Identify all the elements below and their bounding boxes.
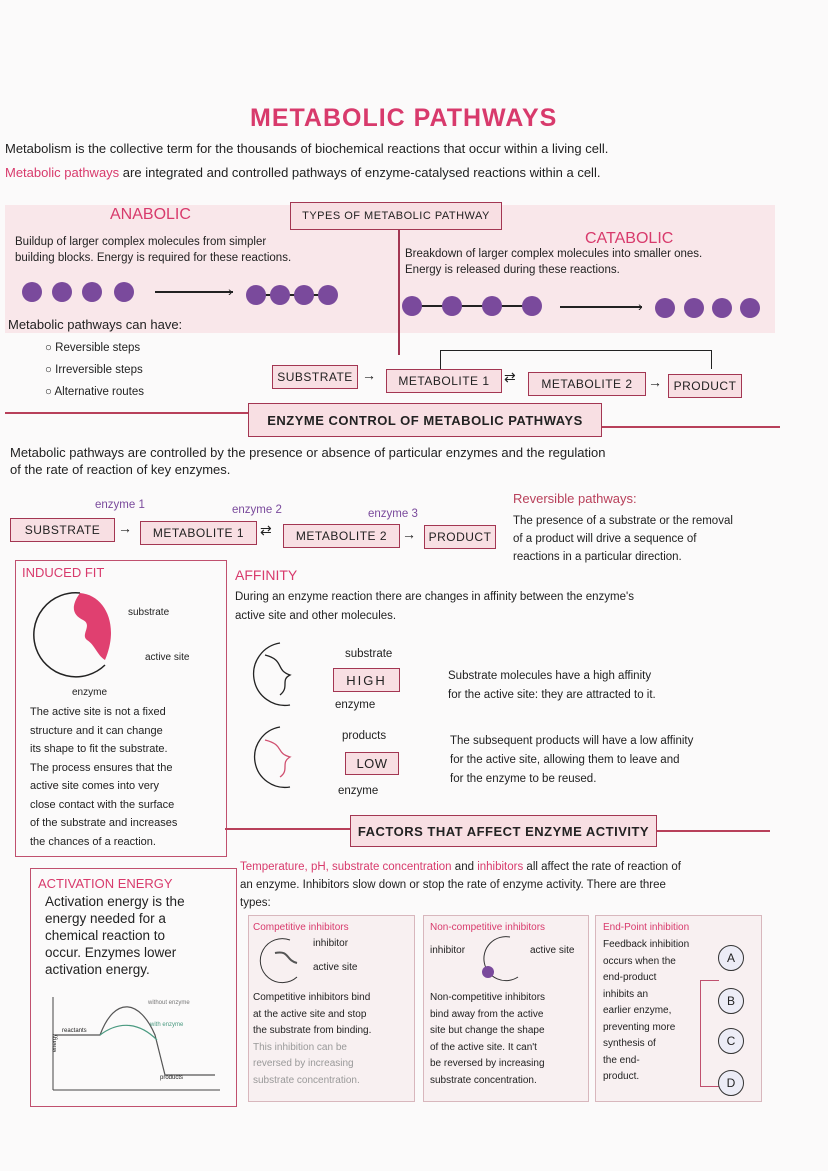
activation-title: ACTIVATION ENERGY <box>38 876 173 891</box>
pathway-node: C <box>718 1028 744 1054</box>
enzyme-label: enzyme <box>338 785 379 797</box>
induced-fit-text: The active site is not a fixed structure and it can change its shape to fit the substrate. The process ensures that the active site comes into very close contact with the surface of the substrate and increases the chances of a reaction. <box>30 706 178 848</box>
enzyme-label: enzyme 2 <box>232 504 282 516</box>
notes-page: METABOLIC PATHWAYS Metabolism is the collective term for the thousands of biochemical reactions that occur within a living cell. Metabolic pathways are integrated and controlled pathways of enzyme-catalysed reactions within a cell. TYPES OF METABOLIC PATHWAY ANABOLIC CATABOLIC Buildup of larger complex molecules from simpler building blocks. Energy is required for these reactions. Breakdown of larger complex molecules into smaller ones. Energy is released during these reactions. › › Metabolic pathways can have: ○ Reversible steps ○ Irreversible steps ○ Alternative routes SUBSTRATE → METABOLITE 1 ⇄ METABOLITE 2 → PRODUCT ENZYME CONTROL OF METABOLIC PATHWAYS Metabolic pathways are controlled by the presence or absence of particular enzymes and the regulation of the rate of reaction of key enzymes. enzyme 1 enzyme 2 enzyme 3 SUBSTRATE → METABOLITE 1 ⇄ METABOLITE 2 → PRODUCT Reversible pathways: The presence of a substrate or the removal of a product will drive a sequence of reactions in a particular direction. INDUCED FIT substrate active site enzyme The active site is not a fixed structure and it can change its shape to fit the substrate. The process ensures that the active site comes into very close contact with the surface of the substrate and increases the chances of a reaction. AFFINITY During an enzyme reaction there are changes in affinity between the enzyme's active site and other molecules. substrate HIGH enzyme products LOW enzyme Substrate molecules have a high affinity for the active site: they are attracted to it. The subsequent products will have a low affinity for the active site, allowing them to leave and for the enzyme to be reused. FACTORS THAT AFFECT ENZYME ACTIVITY Temperature, pH, substrate concentration and inhibitors all affect the rate of reaction of an enzyme. Inhibitors slow down or stop the rate of enzyme activity. There are three types: ACTIVATION ENERGY Activation energy is the energy needed for a chemical reaction to occur. Enzymes lower activation energy. reactants products energy without enzyme with enzyme Competitive inhibitors inhibitor active site Competitive inhibitors bind at the active site and stop the substrate from binding. This inhibition can be reversed by increasing substrate concentration. Non-competitive inhibitors inhibitor active site Non-competitive inhibitors bind away from the active site but change the shape of the active site. It can't be reversed by increasing substrate concentration. End-Point inhibition Feedback inhibition occurs when the end-product inhibits an earlier enzyme, preventing more synthesis of the end- product. A B C D <box>0 0 828 1171</box>
low-badge: LOW <box>345 752 399 775</box>
factors-text: Temperature, pH, substrate concentration and inhibitors all affect the rate of reaction of an enzyme. Inhibitors slow down or stop the rate of enzyme activity. There are three types: <box>240 861 681 909</box>
inhibitor-label: inhibitor <box>430 945 466 956</box>
competitive-text: Competitive inhibitors bind at the active site and stop the substrate from binding. This inhibition can be reversed by increasing substrate concentration. <box>253 992 372 1086</box>
end-point-title: End-Point inhibition <box>603 922 690 933</box>
page-title: METABOLIC PATHWAYS <box>250 104 558 132</box>
non-competitive-text: Non-competitive inhibitors bind away from the active site but change the shape of the active site. It can't be reversed by increasing substrate concentration. <box>430 992 546 1086</box>
competitive-inhibitor-icon <box>255 935 315 985</box>
section-rule <box>225 828 350 830</box>
affinity-title: AFFINITY <box>235 567 298 583</box>
products-label: products <box>342 730 387 742</box>
legend-with: with enzyme <box>150 1022 184 1028</box>
active-site-label: active site <box>530 945 575 956</box>
section-rule <box>600 426 780 428</box>
feedback-line <box>700 980 719 1087</box>
reversible-text: The presence of a substrate or the removal of a product will drive a sequence of reactions in a particular direction. <box>513 515 733 563</box>
end-point-text: Feedback inhibition occurs when the end-product inhibits an earlier enzyme, preventing more synthesis of the end- product. <box>603 939 690 1082</box>
catabolic-title: CATABOLIC <box>585 230 674 247</box>
anabolic-title: ANABOLIC <box>110 206 191 223</box>
anabolic-text: Buildup of larger complex molecules from simpler building blocks. Energy is required for these reactions. <box>15 236 292 264</box>
intro-text: are integrated and controlled pathways of enzyme-catalysed reactions within a cell. <box>122 165 601 180</box>
intro-line-1: Metabolism is the collective term for the thousands of biochemical reactions that occur within a living cell. <box>5 141 609 156</box>
high-badge: HIGH <box>333 668 400 692</box>
substrate-label: substrate <box>128 607 170 618</box>
non-competitive-title: Non-competitive inhibitors <box>430 922 546 933</box>
can-have-list: ○ Reversible steps ○ Irreversible steps ○ Alternative routes <box>45 342 145 398</box>
competitive-title: Competitive inhibitors <box>253 922 349 933</box>
reversible-title: Reversible pathways: <box>513 491 637 506</box>
can-have-heading: Metabolic pathways can have: <box>8 317 183 332</box>
high-affinity-text: Substrate molecules have a high affinity for the active site: they are attracted to it. <box>448 670 656 701</box>
section-rule <box>5 412 250 414</box>
products-label: products <box>160 1075 184 1081</box>
factors-heading: FACTORS THAT AFFECT ENZYME ACTIVITY <box>350 815 657 847</box>
non-competitive-inhibitor-icon <box>470 932 530 987</box>
enzyme-label: enzyme <box>72 687 108 698</box>
catabolic-text: Breakdown of larger complex molecules into smaller ones. Energy is released during these reactions. <box>405 248 703 276</box>
enzyme-label: enzyme 1 <box>95 499 145 511</box>
pathway-node: B <box>718 988 744 1014</box>
substrate-label: substrate <box>345 648 393 660</box>
low-affinity-text: The subsequent products will have a low affinity for the active site, allowing them to leave and for the enzyme to be reused. <box>450 735 694 785</box>
pathway-node: A <box>718 945 744 971</box>
affinity-text: During an enzyme reaction there are changes in affinity between the enzyme's active site and other molecules. <box>235 591 634 622</box>
energy-axis-label: energy <box>52 1033 59 1053</box>
enzyme-control-text: Metabolic pathways are controlled by the presence or absence of particular enzymes and the regulation of the rate of reaction of key enzymes. <box>10 445 606 477</box>
reactants-label: reactants <box>62 1028 87 1034</box>
enzyme-label: enzyme <box>335 699 376 711</box>
types-heading: TYPES OF METABOLIC PATHWAY <box>290 202 502 230</box>
affinity-enzyme-icons <box>235 635 335 795</box>
inhibitor-label: inhibitor <box>313 938 349 949</box>
enzyme-label: enzyme 3 <box>368 508 418 520</box>
intro-highlight: Metabolic pathways <box>5 165 120 180</box>
induced-fit-title: INDUCED FIT <box>22 565 105 580</box>
divider <box>398 230 400 355</box>
active-site-label: active site <box>313 962 358 973</box>
activation-energy-graph <box>45 995 225 1095</box>
legend-without: without enzyme <box>148 1000 190 1006</box>
pathway-node: D <box>718 1070 744 1096</box>
enzyme-diagram-icon <box>25 585 125 685</box>
enzyme-control-heading: ENZYME CONTROL OF METABOLIC PATHWAYS <box>248 403 602 437</box>
intro-line-2 <box>5 164 600 181</box>
active-site-label: active site <box>145 652 190 663</box>
section-rule <box>655 830 770 832</box>
activation-text: Activation energy is the energy needed for a chemical reaction to occur. Enzymes lower activation energy. <box>45 894 185 977</box>
